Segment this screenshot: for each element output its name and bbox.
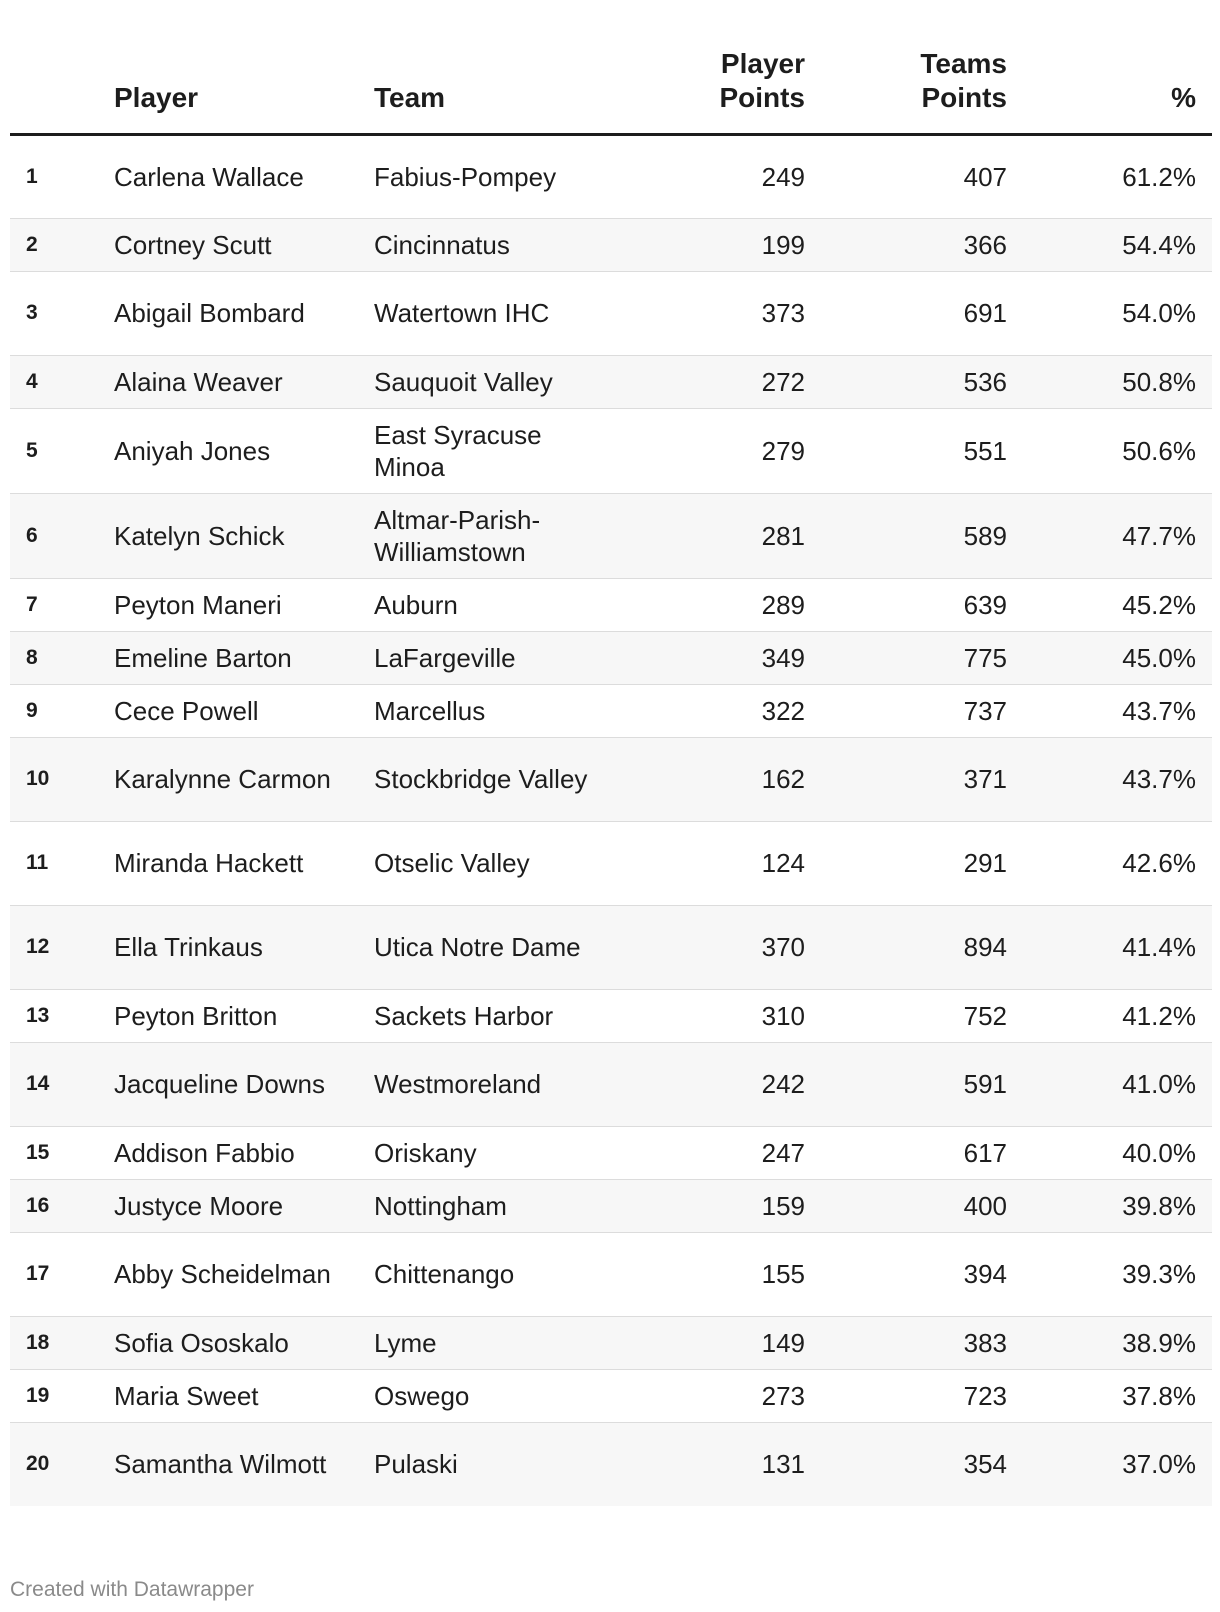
- player-cell: Ella Trinkaus: [102, 905, 360, 989]
- player-cell: Alaina Weaver: [102, 355, 360, 408]
- rank-cell: 13: [10, 989, 102, 1042]
- team-cell: Otselic Valley: [360, 821, 590, 905]
- rank-cell: 19: [10, 1369, 102, 1422]
- team-points-cell: 536: [805, 355, 1007, 408]
- table-row: [10, 1316, 1212, 1369]
- table-row: [10, 578, 1212, 631]
- player-cell: Miranda Hackett: [102, 821, 360, 905]
- team-cell: Chittenango: [360, 1232, 590, 1316]
- player-cell: Katelyn Schick: [102, 493, 360, 578]
- rank-cell: 12: [10, 905, 102, 989]
- team-cell: Oriskany: [360, 1126, 590, 1179]
- team-cell: Stockbridge Valley: [360, 737, 590, 821]
- player-points-cell: 247: [590, 1126, 805, 1179]
- table-row: [10, 1369, 1212, 1422]
- team-points-cell: 752: [805, 989, 1007, 1042]
- percent-cell: 39.3%: [1007, 1232, 1212, 1316]
- rank-cell: 3: [10, 271, 102, 355]
- team-cell: East Syracuse Minoa: [360, 408, 590, 493]
- team-points-cell: 617: [805, 1126, 1007, 1179]
- percent-cell: 43.7%: [1007, 684, 1212, 737]
- header-player-points-line2: Points: [719, 81, 805, 113]
- team-points-cell: 551: [805, 408, 1007, 493]
- percent-cell: 38.9%: [1007, 1316, 1212, 1369]
- rank-cell: 15: [10, 1126, 102, 1179]
- player-points-cell: 159: [590, 1179, 805, 1232]
- team-cell: Pulaski: [360, 1422, 590, 1506]
- team-cell: Marcellus: [360, 684, 590, 737]
- rank-cell: 7: [10, 578, 102, 631]
- player-cell: Abigail Bombard: [102, 271, 360, 355]
- player-cell: Carlena Wallace: [102, 134, 360, 218]
- team-cell: Westmoreland: [360, 1042, 590, 1126]
- header-team-points-line1: Teams: [920, 47, 1007, 79]
- percent-cell: 54.0%: [1007, 271, 1212, 355]
- rank-cell: 2: [10, 218, 102, 271]
- header-team-points[interactable]: [805, 0, 1007, 134]
- team-cell: Nottingham: [360, 1179, 590, 1232]
- player-points-cell: 162: [590, 737, 805, 821]
- player-points-cell: 199: [590, 218, 805, 271]
- table-row: [10, 989, 1212, 1042]
- team-cell: Auburn: [360, 578, 590, 631]
- rank-cell: 6: [10, 493, 102, 578]
- team-points-cell: 775: [805, 631, 1007, 684]
- team-cell: Lyme: [360, 1316, 590, 1369]
- player-points-cell: 281: [590, 493, 805, 578]
- table-container: [10, 0, 1212, 1612]
- header-team[interactable]: Team: [360, 0, 590, 134]
- player-points-cell: 273: [590, 1369, 805, 1422]
- percent-cell: 61.2%: [1007, 134, 1212, 218]
- player-points-cell: 272: [590, 355, 805, 408]
- player-cell: Sofia Ososkalo: [102, 1316, 360, 1369]
- team-cell: Sackets Harbor: [360, 989, 590, 1042]
- table-row: [10, 631, 1212, 684]
- player-points-cell: 373: [590, 271, 805, 355]
- team-cell: Cincinnatus: [360, 218, 590, 271]
- table-row: [10, 905, 1212, 989]
- team-points-cell: 407: [805, 134, 1007, 218]
- rank-cell: 1: [10, 134, 102, 218]
- table-row: [10, 134, 1212, 218]
- rank-cell: 16: [10, 1179, 102, 1232]
- percent-cell: 50.8%: [1007, 355, 1212, 408]
- header-player-points-line1: Player: [720, 47, 805, 79]
- player-points-cell: 370: [590, 905, 805, 989]
- player-cell: Emeline Barton: [102, 631, 360, 684]
- player-points-cell: 131: [590, 1422, 805, 1506]
- rank-cell: 4: [10, 355, 102, 408]
- player-cell: Jacqueline Downs: [102, 1042, 360, 1126]
- table-row: [10, 1179, 1212, 1232]
- table-row: [10, 218, 1212, 271]
- player-cell: Peyton Maneri: [102, 578, 360, 631]
- player-cell: Karalynne Carmon: [102, 737, 360, 821]
- table-row: [10, 1422, 1212, 1506]
- player-cell: Samantha Wilmott: [102, 1422, 360, 1506]
- percent-cell: 37.8%: [1007, 1369, 1212, 1422]
- percent-cell: 43.7%: [1007, 737, 1212, 821]
- team-cell: Utica Notre Dame: [360, 905, 590, 989]
- player-points-cell: 279: [590, 408, 805, 493]
- player-points-cell: 289: [590, 578, 805, 631]
- team-points-cell: 723: [805, 1369, 1007, 1422]
- table-row: [10, 684, 1212, 737]
- player-points-cell: 322: [590, 684, 805, 737]
- percent-cell: 40.0%: [1007, 1126, 1212, 1179]
- percent-cell: 54.4%: [1007, 218, 1212, 271]
- credit-text: Created with Datawrapper: [10, 1578, 254, 1601]
- rank-cell: 20: [10, 1422, 102, 1506]
- rank-cell: 11: [10, 821, 102, 905]
- table-row: [10, 1042, 1212, 1126]
- team-points-cell: 291: [805, 821, 1007, 905]
- team-points-cell: 383: [805, 1316, 1007, 1369]
- player-points-cell: 249: [590, 134, 805, 218]
- team-points-cell: 737: [805, 684, 1007, 737]
- player-cell: Maria Sweet: [102, 1369, 360, 1422]
- player-points-cell: 155: [590, 1232, 805, 1316]
- table-row: [10, 355, 1212, 408]
- table-row: [10, 493, 1212, 578]
- header-row: [10, 0, 1212, 134]
- player-cell: Abby Scheidelman: [102, 1232, 360, 1316]
- team-points-cell: 589: [805, 493, 1007, 578]
- rank-cell: 14: [10, 1042, 102, 1126]
- table-body: [10, 134, 1212, 1506]
- percent-cell: 41.2%: [1007, 989, 1212, 1042]
- header-percent[interactable]: %: [1007, 0, 1212, 134]
- percent-cell: 39.8%: [1007, 1179, 1212, 1232]
- player-points-cell: 310: [590, 989, 805, 1042]
- team-points-cell: 894: [805, 905, 1007, 989]
- rank-cell: 17: [10, 1232, 102, 1316]
- percent-cell: 37.0%: [1007, 1422, 1212, 1506]
- player-cell: Cortney Scutt: [102, 218, 360, 271]
- team-cell: LaFargeville: [360, 631, 590, 684]
- team-points-cell: 366: [805, 218, 1007, 271]
- player-points-cell: 149: [590, 1316, 805, 1369]
- header-player-points[interactable]: [590, 0, 805, 134]
- team-cell: Watertown IHC: [360, 271, 590, 355]
- team-cell: Oswego: [360, 1369, 590, 1422]
- table-row: [10, 408, 1212, 493]
- team-points-cell: 400: [805, 1179, 1007, 1232]
- team-points-cell: 371: [805, 737, 1007, 821]
- percent-cell: 41.4%: [1007, 905, 1212, 989]
- team-cell: Fabius-Pompey: [360, 134, 590, 218]
- table-row: [10, 1232, 1212, 1316]
- team-points-cell: 354: [805, 1422, 1007, 1506]
- percent-cell: 50.6%: [1007, 408, 1212, 493]
- player-cell: Peyton Britton: [102, 989, 360, 1042]
- player-cell: Addison Fabbio: [102, 1126, 360, 1179]
- player-cell: Aniyah Jones: [102, 408, 360, 493]
- table-row: [10, 1126, 1212, 1179]
- rank-cell: 18: [10, 1316, 102, 1369]
- player-cell: Justyce Moore: [102, 1179, 360, 1232]
- team-cell: Sauquoit Valley: [360, 355, 590, 408]
- team-points-cell: 591: [805, 1042, 1007, 1126]
- player-cell: Cece Powell: [102, 684, 360, 737]
- table-row: [10, 737, 1212, 821]
- percent-cell: 45.2%: [1007, 578, 1212, 631]
- team-points-cell: 639: [805, 578, 1007, 631]
- table-row: [10, 821, 1212, 905]
- rank-cell: 5: [10, 408, 102, 493]
- percent-cell: 45.0%: [1007, 631, 1212, 684]
- player-points-cell: 124: [590, 821, 805, 905]
- rank-cell: 10: [10, 737, 102, 821]
- percent-cell: 47.7%: [1007, 493, 1212, 578]
- table-row: [10, 271, 1212, 355]
- header-team-points-line2: Points: [921, 81, 1007, 113]
- header-rank[interactable]: [10, 0, 102, 134]
- rank-cell: 8: [10, 631, 102, 684]
- percent-cell: 41.0%: [1007, 1042, 1212, 1126]
- team-points-cell: 394: [805, 1232, 1007, 1316]
- header-player[interactable]: Player: [102, 0, 360, 134]
- team-cell: Altmar-Parish-Williamstown: [360, 493, 590, 578]
- percent-cell: 42.6%: [1007, 821, 1212, 905]
- rank-cell: 9: [10, 684, 102, 737]
- player-points-cell: 349: [590, 631, 805, 684]
- player-points-cell: 242: [590, 1042, 805, 1126]
- team-points-cell: 691: [805, 271, 1007, 355]
- data-table: [10, 0, 1212, 1506]
